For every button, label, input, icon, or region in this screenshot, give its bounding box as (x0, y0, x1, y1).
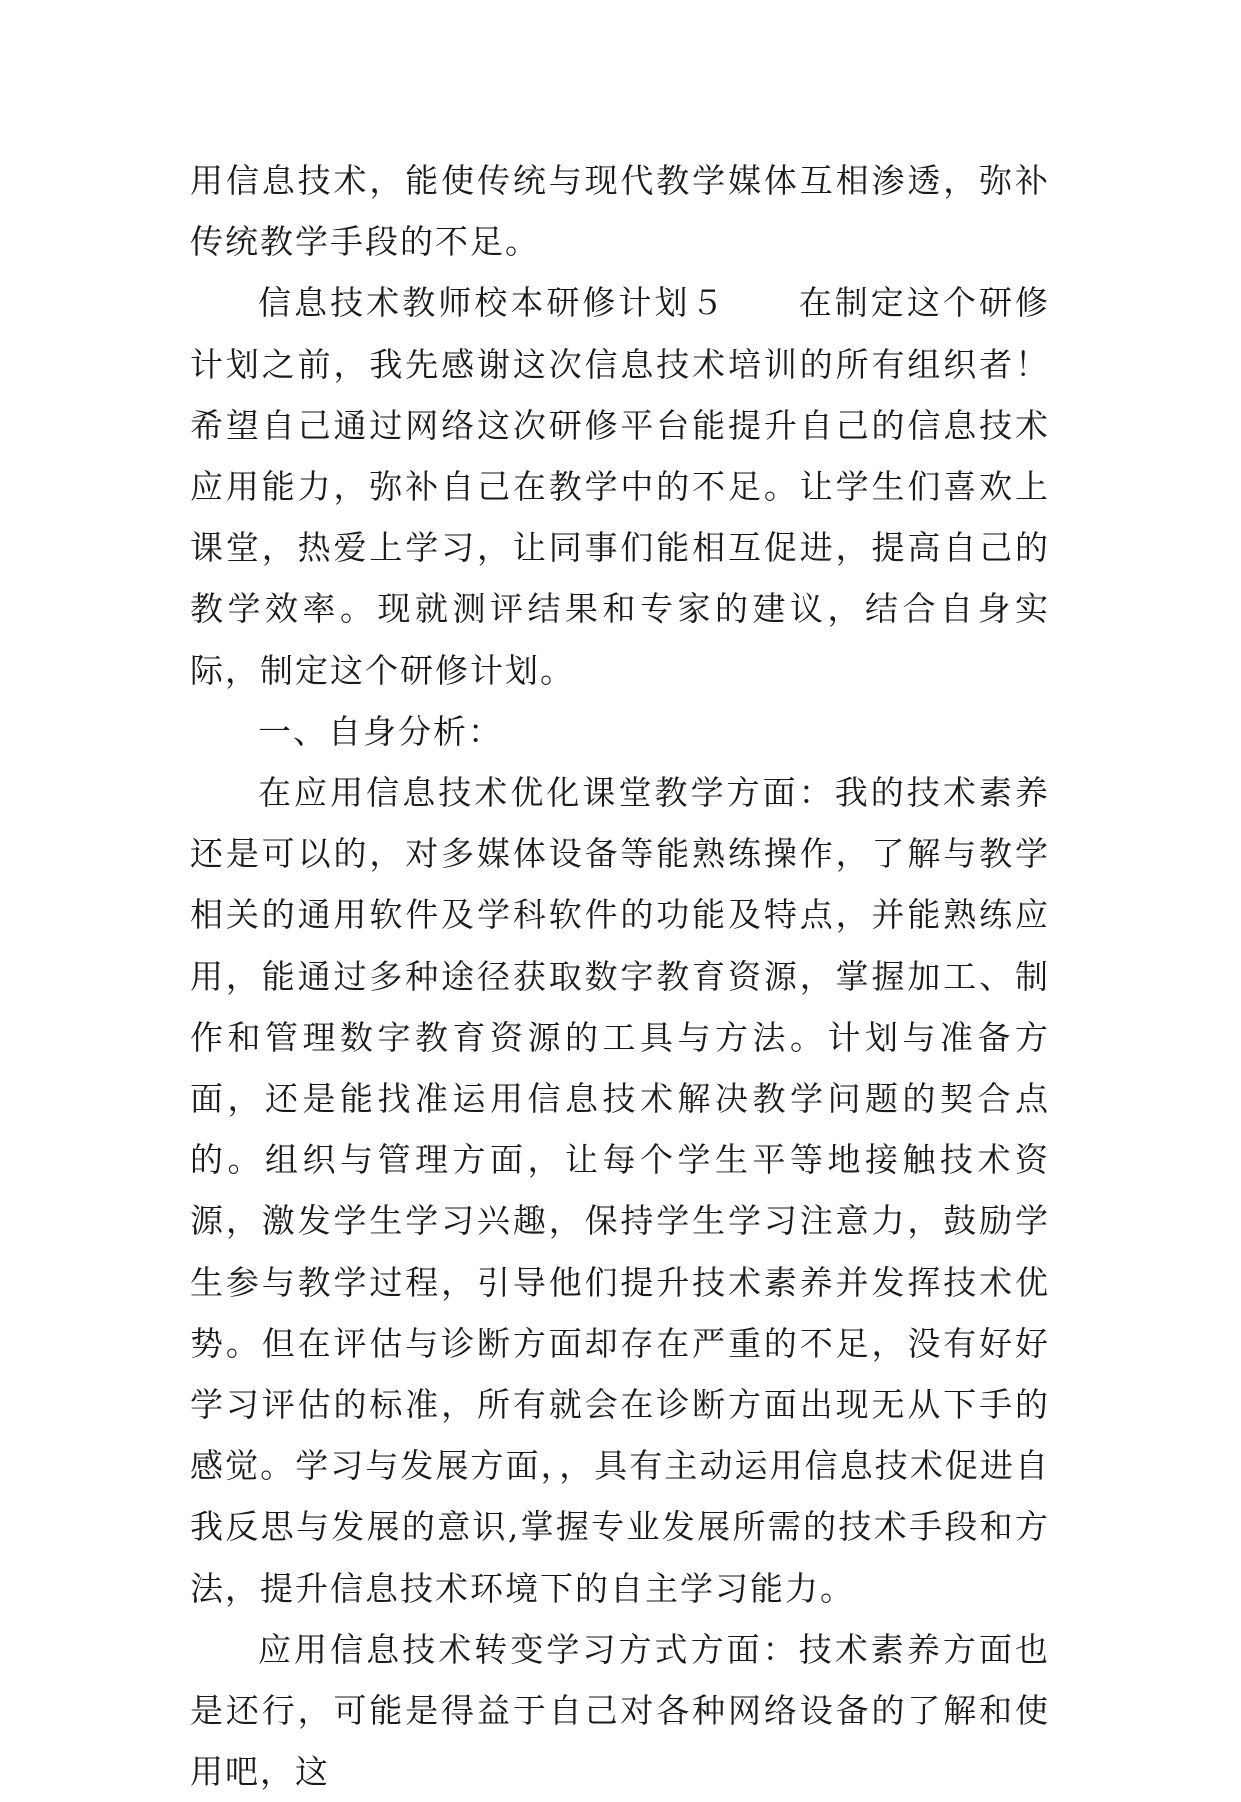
paragraph-4: 应用信息技术转变学习方式方面：技术素养方面也是还行，可能是得益于自己对各种网络设备的了解和使用吧，这 (190, 1629, 1050, 1792)
section-heading-self-analysis: 一、自身分析： (258, 711, 503, 751)
paragraph-3: 在应用信息技术优化课堂教学方面：我的技术素养还是可以的，对多媒体设备等能熟练操作，了解与教学相关的通用软件及学科软件的功能及特点，并能熟练应用，能通过多种途径获取数字教育资源，掌握加工、制作和管理数字教育资源的工具与方法。计划与准备方面，还是能找准运用信息技术解决教学问题的契合点的。组织与管理方面，让每个学生平等地接触技术资源，激发学生学习兴趣，保持学生学习注意力，鼓励学生参与教学过程，引导他们提升技术素养并发挥技术优势。但在评估与诊断方面却存在严重的不足，没有好好学习评估的标准，所有就会在诊断方面出现无从下手的感觉。学习与发展方面，，具有主动运用信息技术促进自我反思与发展的意识,掌握专业发展所需的技术手段和方法，提升信息技术环境下的自主学习能力。 (190, 773, 1050, 1608)
document-body (190, 150, 1050, 1802)
paragraph-1: 用信息技术，能使传统与现代教学媒体互相渗透，弥补传统教学手段的不足。 (190, 161, 1050, 262)
paragraph-2: 信息技术教师校本研修计划５ 在制定这个研修计划之前，我先感谢这次信息技术培训的所有组织者！希望自己通过网络这次研修平台能提升自己的信息技术应用能力，弥补自己在教学中的不足。让学生们喜欢上课堂，热爱上学习，让同事们能相互促进，提高自己的教学效率。现就测评结果和专家的建议，结合自身实际，制定这个研修计划。 (190, 283, 1050, 690)
